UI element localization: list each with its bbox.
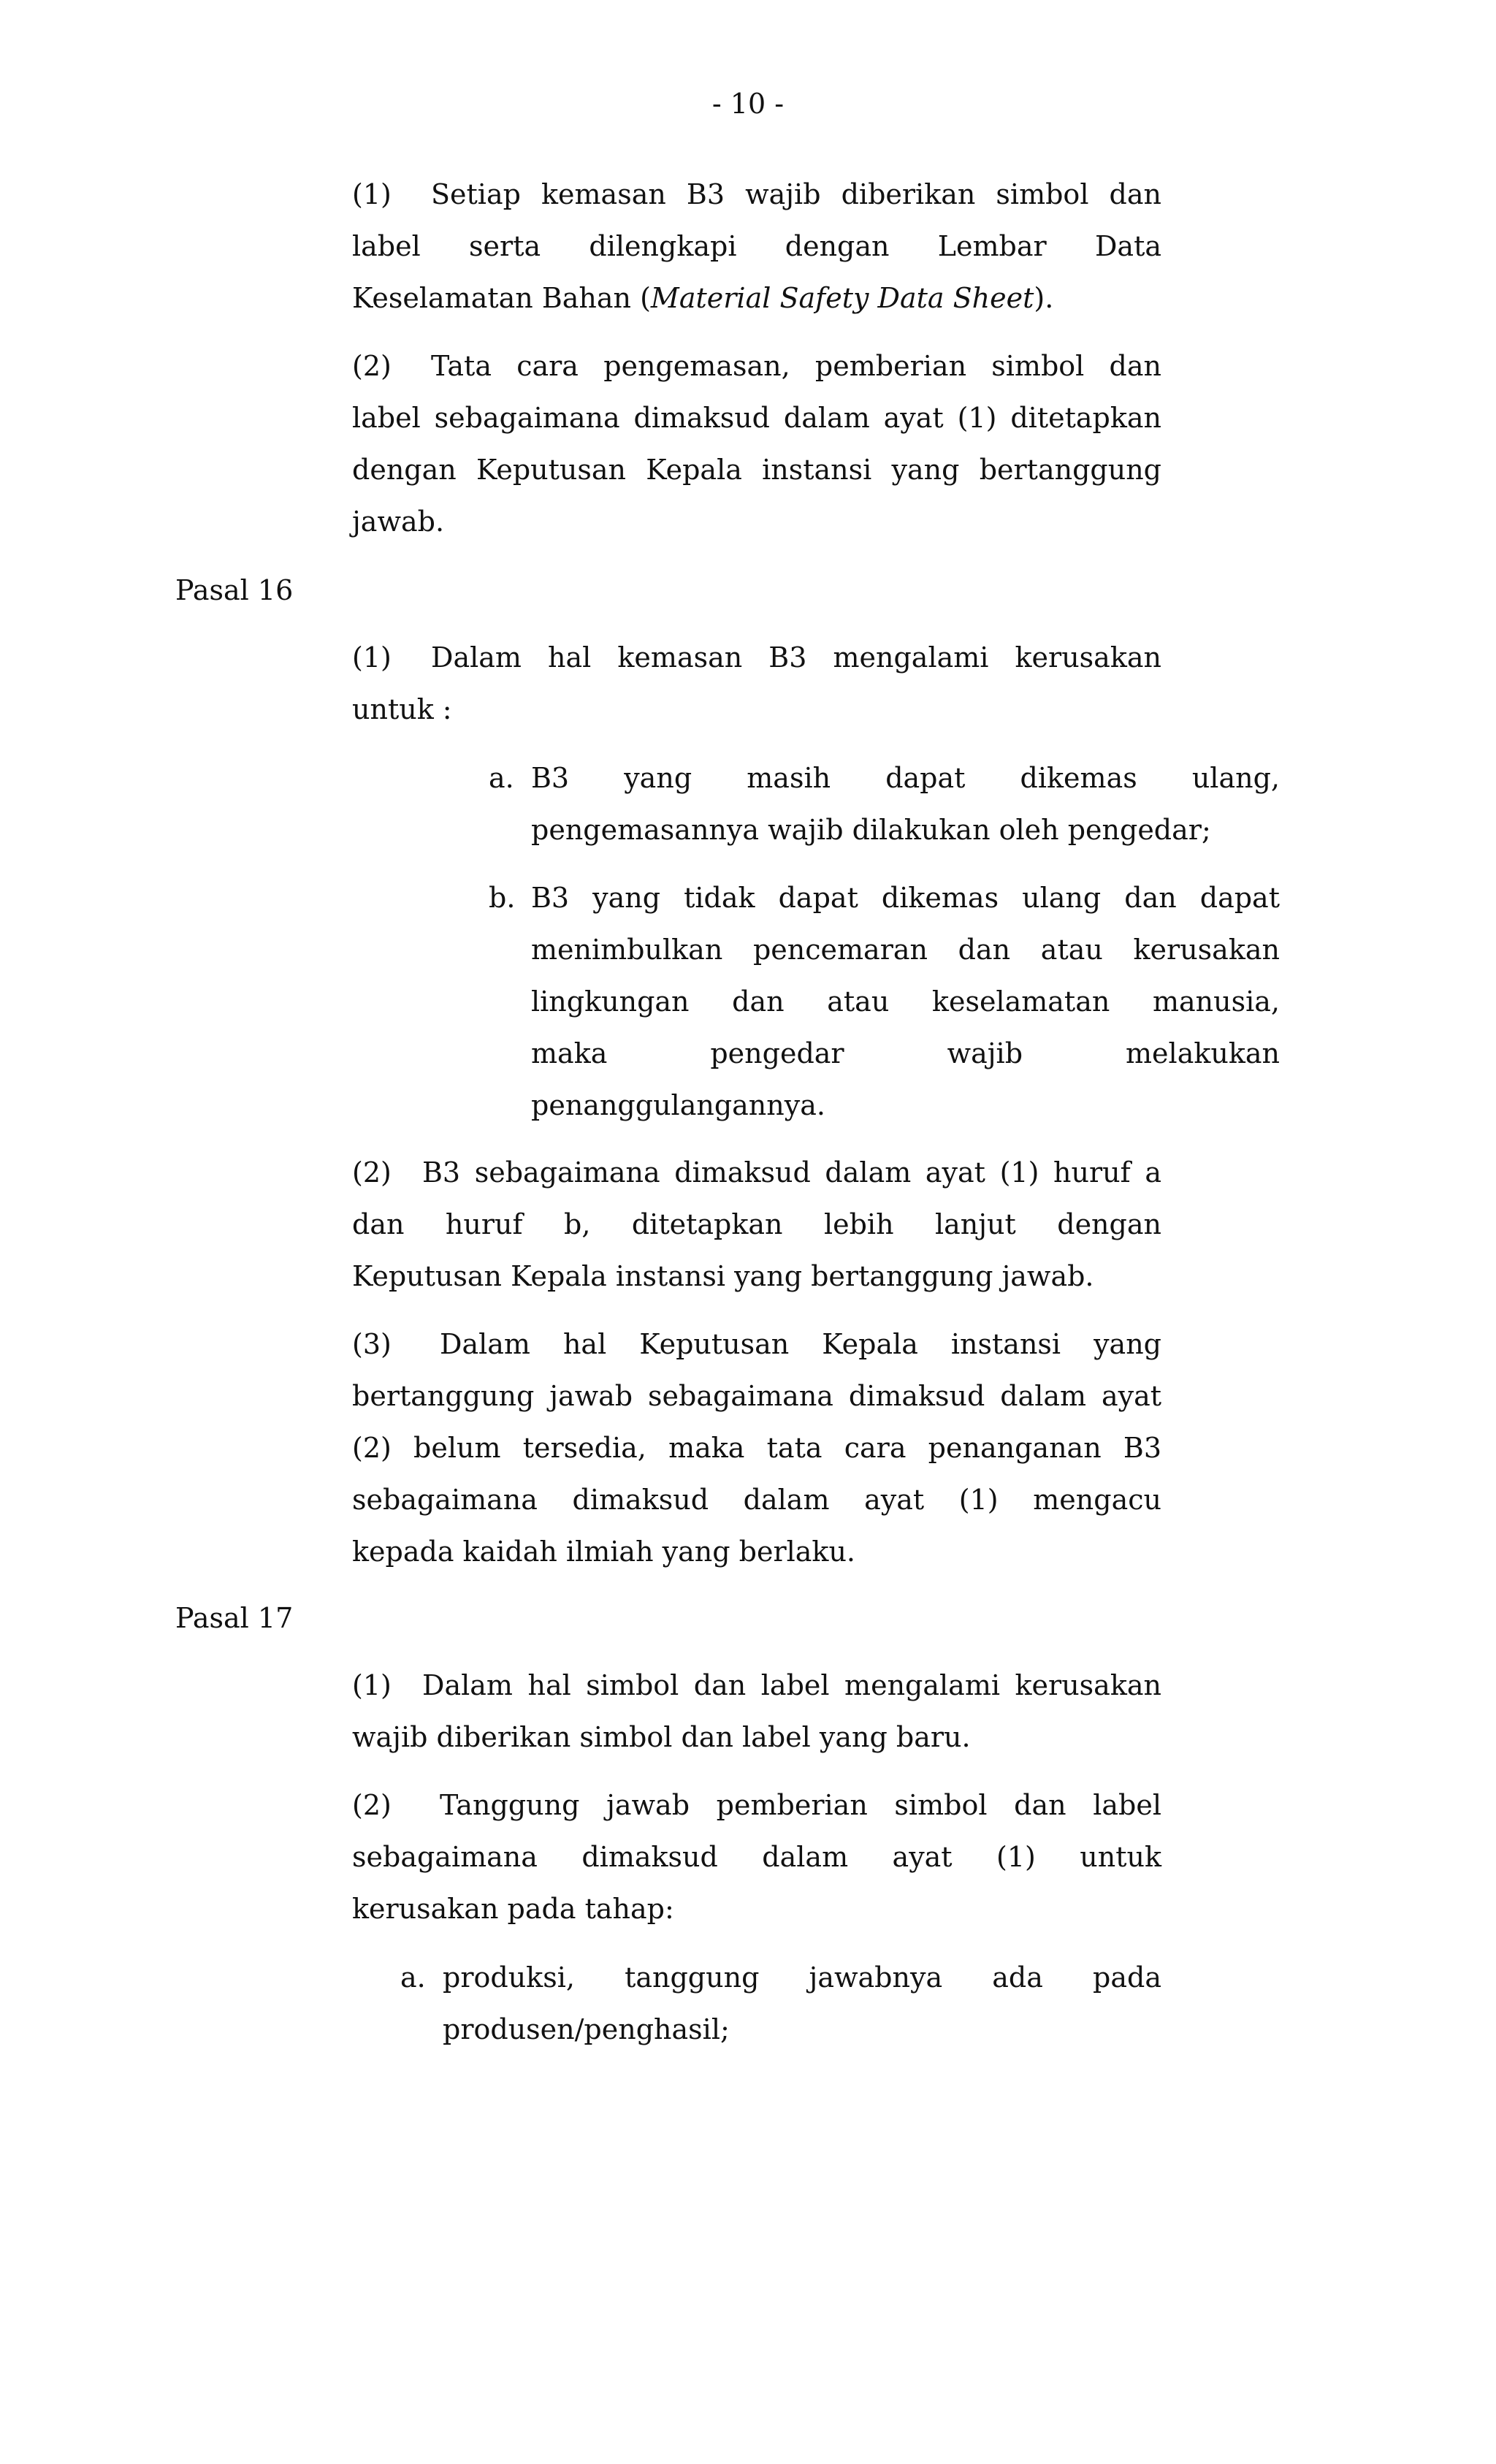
text-line: dan huruf b, ditetapkan lebih lanjut dengan [352, 1208, 1161, 1240]
text-line: Dalam hal Keputusan Kepala instansi yang [440, 1328, 1161, 1360]
text-line: produksi, tanggung jawabnya ada pada [443, 1961, 1161, 1994]
pasal-17-heading: Pasal 17 [175, 1602, 294, 1634]
paragraph-number: (2) [352, 350, 392, 382]
p16-item-a [489, 752, 1280, 856]
item-label: a. [400, 1961, 426, 1994]
text-line: sebagaimana dimaksud dalam ayat (1) mengacu [352, 1484, 1161, 1516]
text-line: produsen/penghasil; [443, 2013, 730, 2045]
p15-paragraph-2 [352, 340, 1161, 548]
text-line: untuk : [352, 693, 452, 725]
item-label: b. [489, 882, 516, 914]
page-number: - 10 - [711, 88, 785, 120]
paragraph-number: (1) [352, 641, 392, 674]
pasal-16-heading: Pasal 16 [175, 574, 294, 606]
text-line: sebagaimana dimaksud dalam ayat (1) untuk [352, 1841, 1161, 1873]
text-line: (2) belum tersedia, maka tata cara penanganan B3 [352, 1432, 1161, 1464]
p16-paragraph-2 [352, 1147, 1161, 1302]
text-line: dengan Keputusan Kepala instansi yang bertanggung [352, 454, 1161, 486]
paragraph-number: (3) [352, 1328, 392, 1360]
text-line: jawab. [352, 506, 445, 538]
paragraph-number: (2) [352, 1789, 392, 1821]
text-line: Setiap kemasan B3 wajib diberikan simbol dan [431, 178, 1161, 210]
text-line: kepada kaidah ilmiah yang berlaku. [352, 1536, 855, 1568]
p17-paragraph-1 [352, 1660, 1161, 1763]
paragraph-number: (1) [352, 178, 392, 210]
text-line: lingkungan dan atau keselamatan manusia, [531, 985, 1280, 1018]
text-line: label serta dilengkapi dengan Lembar Data [352, 230, 1161, 262]
p16-paragraph-3 [352, 1319, 1161, 1578]
text-line: Dalam hal simbol dan label mengalami kerusakan [422, 1669, 1161, 1701]
italic-term: Material Safety Data Sheet [650, 282, 1034, 314]
text-line: menimbulkan pencemaran dan atau kerusakan [531, 934, 1280, 966]
p16-paragraph-1 [352, 632, 1161, 736]
text-line: pengemasannya wajib dilakukan oleh pengedar; [531, 814, 1211, 846]
text-line: Keselamatan Bahan ( [352, 282, 651, 314]
p15-paragraph-1 [352, 169, 1161, 324]
paragraph-number: (1) [352, 1669, 392, 1701]
item-label: a. [489, 762, 514, 794]
text-line: Keputusan Kepala instansi yang bertanggung jawab. [352, 1260, 1094, 1292]
text-line: label sebagaimana dimaksud dalam ayat (1) ditetapkan [352, 402, 1161, 434]
text-line: B3 yang masih dapat dikemas ulang, [531, 762, 1280, 794]
text-line: Dalam hal kemasan B3 mengalami kerusakan [431, 641, 1161, 674]
text-line: B3 yang tidak dapat dikemas ulang dan dapat [531, 882, 1280, 914]
text-line: Tanggung jawab pemberian simbol dan label [440, 1789, 1161, 1821]
p17-paragraph-2 [352, 1780, 1161, 1935]
text-line: Tata cara pengemasan, pemberian simbol dan [431, 350, 1161, 382]
p17-item-a [400, 1952, 1161, 2056]
text-line: bertanggung jawab sebagaimana dimaksud dalam ayat [352, 1380, 1161, 1412]
text-line: B3 sebagaimana dimaksud dalam ayat (1) huruf a [422, 1156, 1161, 1189]
text-line: ). [1034, 282, 1054, 314]
text-line: maka pengedar wajib melakukan [531, 1037, 1280, 1069]
p16-item-b [489, 872, 1280, 1132]
paragraph-number: (2) [352, 1156, 392, 1189]
text-line: kerusakan pada tahap: [352, 1893, 674, 1925]
text-line: penanggulangannya. [531, 1089, 825, 1121]
text-line: wajib diberikan simbol dan label yang baru. [352, 1721, 971, 1753]
